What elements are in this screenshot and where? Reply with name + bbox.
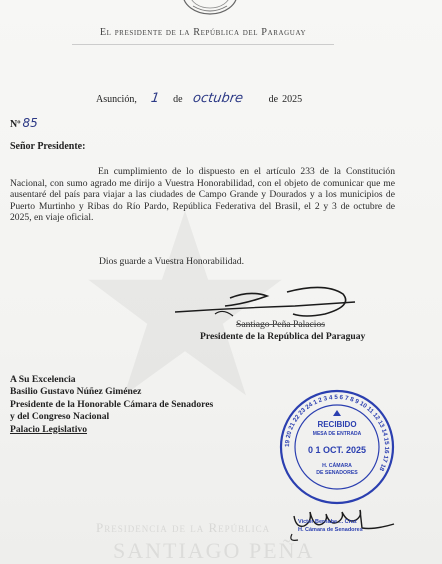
number-value: 85 xyxy=(22,116,38,130)
recipient-line-5: Palacio Legislativo xyxy=(10,423,88,435)
footer-watermark-line-2: SANTIAGO PEÑA xyxy=(113,538,315,563)
stamp-arrow-icon xyxy=(333,410,341,416)
signer-title: Presidente de la República del Paraguay xyxy=(200,331,366,342)
stamp-org-1: H. CÁMARA xyxy=(322,463,352,469)
letterhead-title: El presidente de la República del Paraguay xyxy=(99,27,307,38)
stamp-date: 0 1 OCT. 2025 xyxy=(307,445,367,455)
letter-date xyxy=(96,91,302,106)
salutation: Señor Presidente: xyxy=(10,141,86,152)
letter-closing: Dios guarde a Vuestra Honorabilidad. xyxy=(99,256,244,267)
date-place: Asunción, xyxy=(96,94,137,105)
footer-watermark-line-1: Presidencia de la República xyxy=(96,520,271,535)
recipient-line-3: Presidente de la Honorable Cámara de Senadores xyxy=(10,398,214,410)
date-year: 2025 xyxy=(282,94,303,105)
stamp-ring-numbers: 19 20 21 22 23 24 1 2 3 4 5 6 7 8 9 10 11 12 13 14 15 16 17 18 xyxy=(283,393,391,472)
national-seal-icon xyxy=(181,0,239,16)
stamp-receiver-name: Victor Bernabe ... Cruz xyxy=(298,519,357,525)
signer-name: Santiago Peña Palacios xyxy=(236,319,325,330)
letterhead-divider xyxy=(72,44,334,45)
number-label: Nº xyxy=(10,119,21,130)
stamp-title: RECIBIDO xyxy=(317,420,357,429)
stamp-org-2: DE SENADORES xyxy=(316,470,358,476)
recipient-line-4: y del Congreso Nacional xyxy=(10,411,110,423)
date-de-1: de xyxy=(173,94,183,105)
president-signature xyxy=(175,284,365,324)
recipient-line-2: Basilio Gustavo Núñez Giménez xyxy=(10,386,142,398)
stamp-subtitle: MESA DE ENTRADA xyxy=(312,431,362,437)
recipient-line-1: A Su Excelencia xyxy=(10,374,76,385)
stamp-receiver-org: H. Cámara de Senadores xyxy=(298,527,363,533)
recipient-block xyxy=(10,374,213,436)
letter-body: En cumplimiento de lo dispuesto en el artículo 233 de la Constitución Nacional, con sumo agrado me dirijo a Vuestra Honorabilidad, con el objeto de comunicar que me ausentaré del país para viajar a las ciudades de Campo Grande y Dourados y a los municipios de Puerto Murtinho y Ribas do Río Pardo, República Federativa del Brasil, el 2 y 3 de octubre de 2025, en viaje oficial. xyxy=(10,166,395,224)
received-stamp xyxy=(278,388,396,506)
letter-number xyxy=(10,116,38,130)
date-day: 1 xyxy=(149,91,161,106)
date-de-2: de xyxy=(268,94,279,105)
date-month: octubre xyxy=(191,91,244,106)
